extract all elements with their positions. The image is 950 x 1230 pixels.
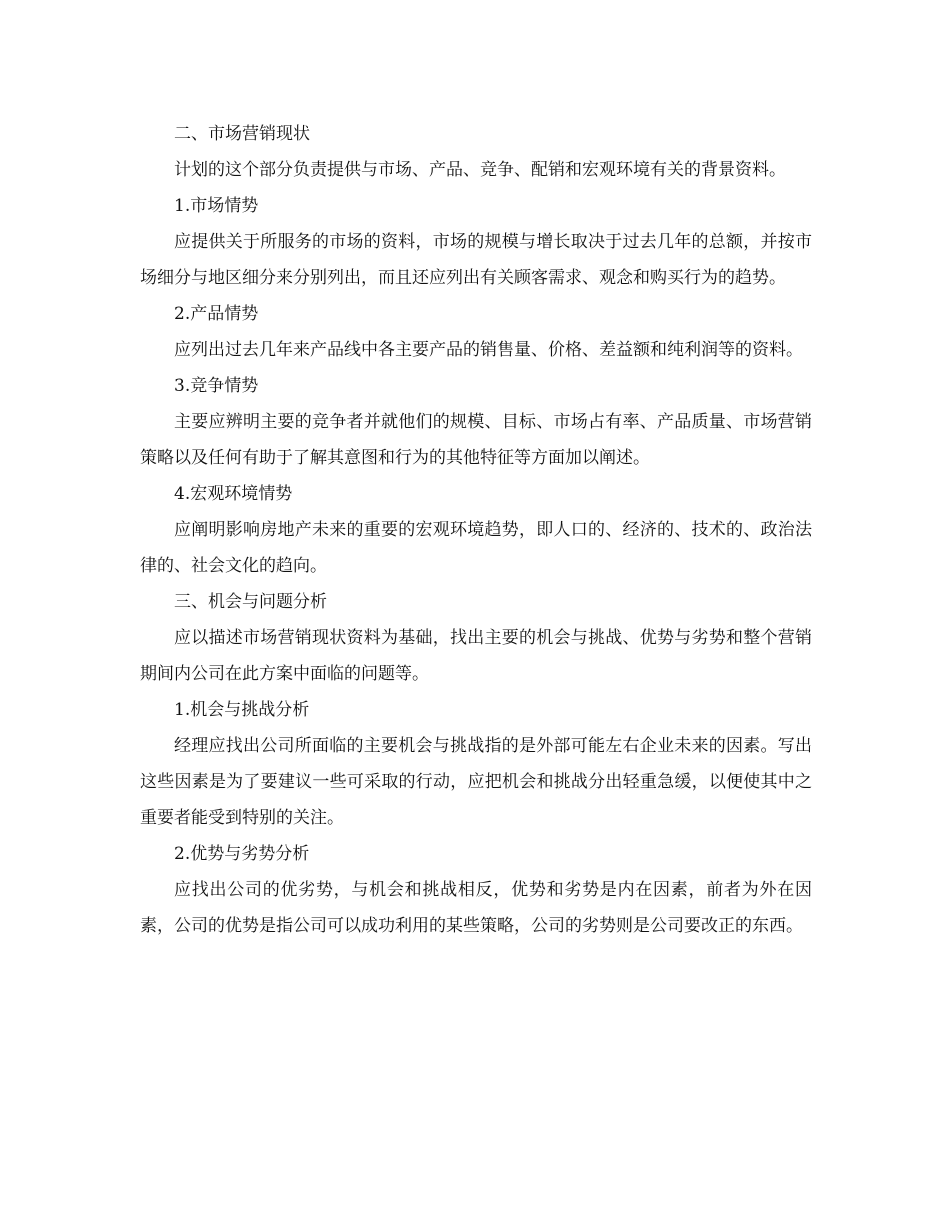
subheading-product-situation: 2.产品情势 (174, 304, 259, 324)
section-heading-market-status: 二、市场营销现状 (174, 124, 310, 144)
subheading-macro-environment: 4.宏观环境情势 (174, 484, 293, 504)
subheading-competition-situation: 3.竞争情势 (174, 376, 259, 396)
document-body (140, 116, 812, 944)
paragraph-macro-environment: 应阐明影响房地产未来的重要的宏观环境趋势，即人口的、经济的、技术的、政治法律的、社会文化的趋向。 (140, 520, 812, 576)
paragraph-opportunity-challenge: 经理应找出公司所面临的主要机会与挑战指的是外部可能左右企业未来的因素。写出这些因素是为了要建议一些可采取的行动，应把机会和挑战分出轻重急缓，以便使其中之重要者能受到特别的关注。 (140, 736, 812, 828)
paragraph-product-situation: 应列出过去几年来产品线中各主要产品的销售量、价格、差益额和纯利润等的资料。 (174, 340, 803, 360)
paragraph-market-status-intro: 计划的这个部分负责提供与市场、产品、竞争、配销和宏观环境有关的背景资料。 (174, 160, 786, 180)
paragraph-strength-weakness: 应找出公司的优劣势，与机会和挑战相反，优势和劣势是内在因素，前者为外在因素，公司的优势是指公司可以成功利用的某些策略，公司的劣势则是公司要改正的东西。 (140, 880, 812, 936)
section-heading-opportunity-analysis: 三、机会与问题分析 (174, 592, 327, 612)
subheading-opportunity-challenge: 1.机会与挑战分析 (174, 700, 310, 720)
paragraph-competition-situation: 主要应辨明主要的竞争者并就他们的规模、目标、市场占有率、产品质量、市场营销策略以及任何有助于了解其意图和行为的其他特征等方面加以阐述。 (140, 412, 812, 468)
paragraph-opportunity-intro: 应以描述市场营销现状资料为基础，找出主要的机会与挑战、优势与劣势和整个营销期间内公司在此方案中面临的问题等。 (140, 628, 812, 684)
subheading-market-situation: 1.市场情势 (174, 196, 259, 216)
paragraph-market-situation: 应提供关于所服务的市场的资料，市场的规模与增长取决于过去几年的总额，并按市场细分与地区细分来分别列出，而且还应列出有关顾客需求、观念和购买行为的趋势。 (140, 232, 812, 288)
subheading-strength-weakness: 2.优势与劣势分析 (174, 844, 310, 864)
